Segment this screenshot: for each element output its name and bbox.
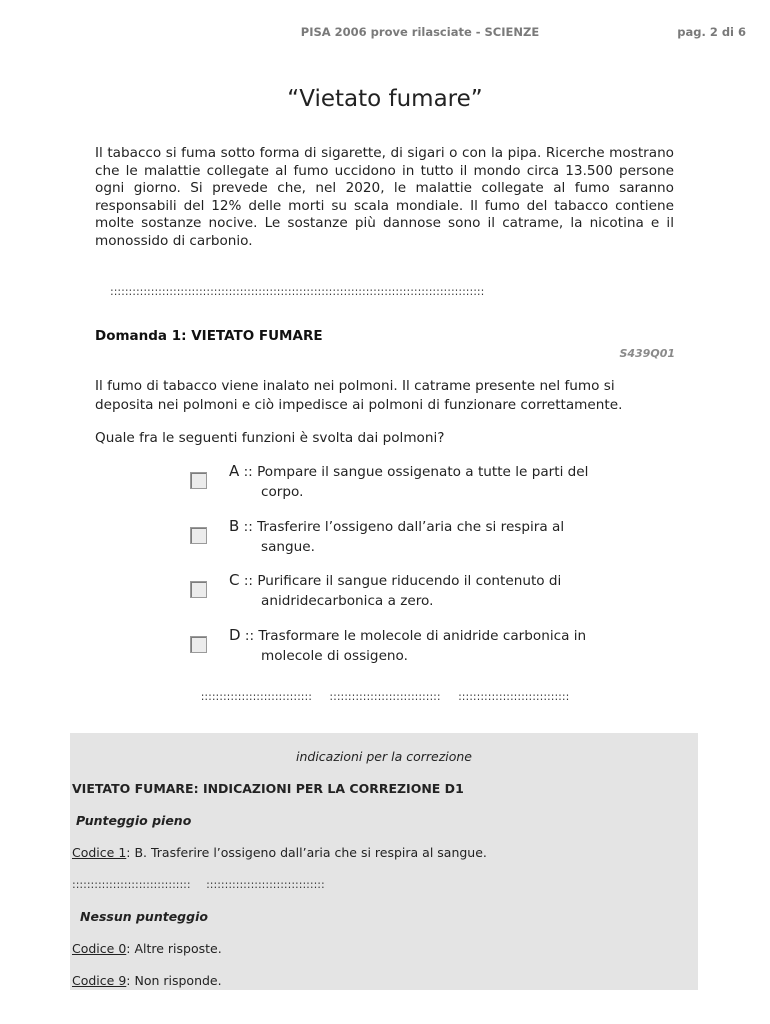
page-number: pag. 2 di 6 xyxy=(677,25,746,39)
separator-group: :::::::::::::::::::::::::::::: xyxy=(200,690,312,703)
option-a-checkbox[interactable] xyxy=(190,472,207,489)
code-1-text: : B. Trasferire l’ossigeno dall’aria che si respira al sangue. xyxy=(126,845,487,860)
question-prompt: Quale fra le seguenti funzioni è svolta dai polmoni? xyxy=(95,430,445,446)
page-title: “Vietato fumare” xyxy=(287,86,483,112)
question-title: Domanda 1: VIETATO FUMARE xyxy=(95,328,323,344)
option-text-line2: sangue. xyxy=(261,538,315,555)
option-letter: C xyxy=(229,571,240,589)
separator-group: :::::::::::::::::::::::::::::: xyxy=(329,690,441,703)
code-1-label: Codice 1 xyxy=(72,845,127,860)
code-9-label: Codice 9 xyxy=(72,973,127,988)
option-c-checkbox[interactable] xyxy=(190,581,207,598)
page-header-center: PISA 2006 prove rilasciate - SCIENZE xyxy=(300,25,540,39)
option-letter: D xyxy=(229,626,241,644)
code-0-text: : Altre risposte. xyxy=(126,941,222,956)
option-text-line1: Pompare il sangue ossigenato a tutte le parti del xyxy=(257,464,589,480)
code-1-line xyxy=(72,845,487,860)
correction-heading: VIETATO FUMARE: INDICAZIONI PER LA CORREZIONE D1 xyxy=(72,781,464,796)
option-letter: A xyxy=(229,462,240,480)
option-c xyxy=(190,571,610,611)
intro-paragraph: Il tabacco si fuma sotto forma di sigarette, di sigari o con la pipa. Ricerche mostrano che le malattie collegate al fumo uccidono in tutto il mondo circa 13.500 persone ogni giorno. Si prevede che, nel 2020, le malattie collegate al fumo saranno responsabili del 12% delle morti su scala mondiale. Il fumo del tabacco contiene molte sostanze nocive. Le sostanze più dannose sono il catrame, la nicotina e il monossido di carbonio. xyxy=(95,145,674,249)
separator-dots: ::::::::::::::::::::::::::::::::::::::::::::::::::::::::::::::::::::::::::::::::::::::::::::::::::::: xyxy=(110,285,485,298)
option-d xyxy=(190,626,610,666)
option-b-checkbox[interactable] xyxy=(190,527,207,544)
no-credit-label: Nessun punteggio xyxy=(80,909,208,924)
option-b xyxy=(190,517,610,557)
option-separator: :: xyxy=(244,628,255,644)
separator-group: :::::::::::::::::::::::::::::::: xyxy=(72,878,191,891)
option-text-line2: corpo. xyxy=(261,483,304,500)
option-separator: :: xyxy=(243,519,253,535)
code-0-line xyxy=(72,941,222,956)
option-separator: :: xyxy=(243,573,253,589)
code-0-label: Codice 0 xyxy=(72,941,127,956)
option-d-checkbox[interactable] xyxy=(190,636,207,653)
question-code: S439Q01 xyxy=(619,347,675,360)
separator-groups xyxy=(0,690,770,703)
full-credit-label: Punteggio pieno xyxy=(76,813,192,828)
option-text-line1: Trasferire l’ossigeno dall’aria che si respira al xyxy=(257,519,565,535)
code-9-line xyxy=(72,973,222,988)
code-9-text: : Non risponde. xyxy=(126,973,222,988)
option-text-line1: Purificare il sangue riducendo il contenuto di xyxy=(257,573,562,589)
separator-group: :::::::::::::::::::::::::::::: xyxy=(458,690,570,703)
separator-group: :::::::::::::::::::::::::::::::: xyxy=(206,878,325,891)
option-text-line2: anidridecarbonica a zero. xyxy=(261,592,434,609)
correction-box xyxy=(70,733,698,990)
option-separator: :: xyxy=(243,464,253,480)
correction-separator xyxy=(72,878,337,891)
option-text-line1: Trasformare le molecole di anidride carbonica in xyxy=(258,628,587,644)
option-letter: B xyxy=(229,517,240,535)
option-a xyxy=(190,462,610,502)
correction-caption: indicazioni per la correzione xyxy=(295,749,472,764)
option-text-line2: molecole di ossigeno. xyxy=(261,647,408,664)
question-text: Il fumo di tabacco viene inalato nei polmoni. Il catrame presente nel fumo si deposita nei polmoni e ciò impedisce ai polmoni di funzionare correttamente. xyxy=(95,378,623,413)
